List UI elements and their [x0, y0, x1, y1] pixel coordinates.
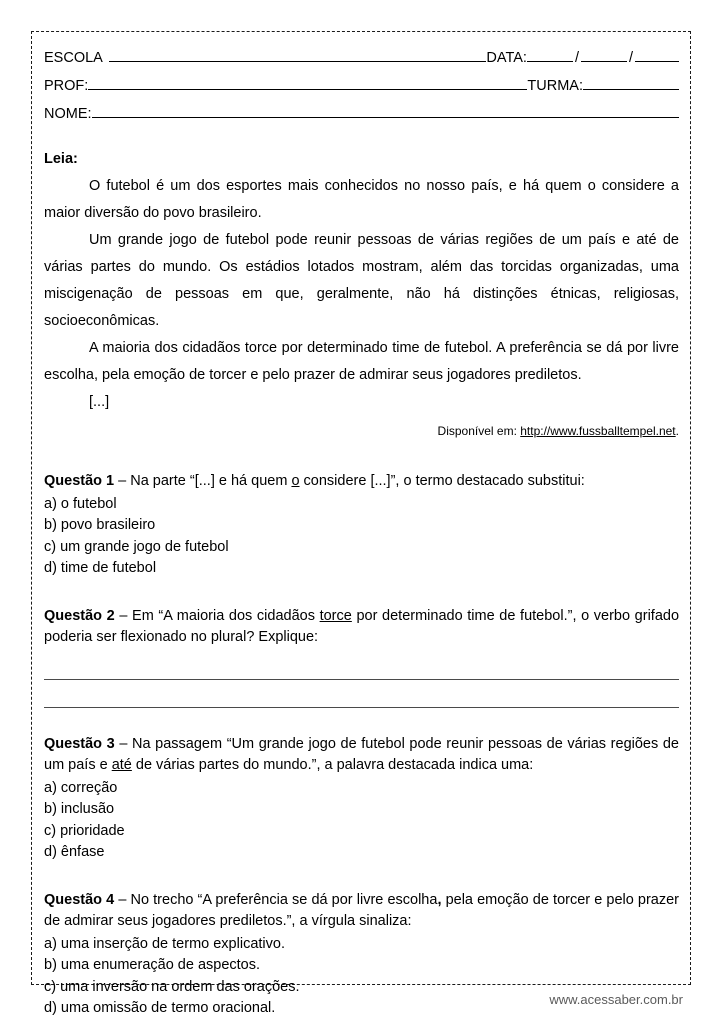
question-1-dash: –: [114, 473, 131, 489]
turma-label: TURMA:: [527, 78, 583, 94]
question-3-alternative-c[interactable]: c) prioridade: [44, 822, 125, 839]
school-date-row: [44, 44, 679, 72]
footer-website: www.acessaber.com.br: [549, 992, 683, 1007]
question-4-alternative-a[interactable]: a) uma inserção de termo explicativo.: [44, 935, 285, 952]
question-3-block: [44, 734, 679, 864]
question-1-alternative-b[interactable]: b) povo brasileiro: [44, 517, 156, 533]
question-4-bold-comma: ,: [437, 891, 442, 908]
prof-label: PROF:: [44, 78, 89, 94]
question-3-label: Questão 3: [44, 735, 115, 752]
question-4-label: Questão 4: [44, 891, 115, 908]
question-4-dash: –: [114, 891, 131, 908]
date-separator-1: /: [574, 50, 579, 66]
question-1-alternative-d[interactable]: d) time de futebol: [44, 560, 157, 576]
source-attribution: [44, 418, 679, 445]
data-year-line[interactable]: [635, 49, 679, 62]
reading-ellipsis: [...]: [89, 394, 110, 410]
question-4-alternative-b[interactable]: b) uma enumeração de aspectos.: [44, 957, 261, 973]
source-url[interactable]: http://www.fussballtempel.net: [520, 424, 676, 438]
question-3-alternative-d[interactable]: d) ênfase: [44, 844, 105, 860]
question-3-text-before: Na passagem “Um grande jogo de futebol pode reunir pessoas de várias regiões de um país e: [44, 735, 679, 773]
nome-input-line[interactable]: [92, 105, 679, 118]
question-2-underlined-term: torce: [319, 607, 352, 624]
data-label: DATA:: [486, 50, 527, 66]
question-2-dash: –: [114, 607, 133, 624]
question-3-underlined-term: até: [111, 757, 132, 773]
data-month-line[interactable]: [581, 49, 627, 62]
reading-heading: Leia:: [44, 151, 78, 167]
question-1-underlined-term: o: [291, 473, 300, 489]
question-1-text-before: Na parte “[...] e há quem: [130, 473, 292, 489]
question-2-text-after: por determinado time de futebol.”, o verbo grifado poderia ser flexionado no plural? Explique:: [44, 607, 680, 645]
student-name-row: [44, 100, 679, 128]
question-4-text-after: pela emoção de torcer e pelo prazer de admirar seus jogadores prediletos.”, a vírgula sinaliza:: [44, 891, 680, 929]
nome-label: NOME:: [44, 106, 92, 122]
date-separator-2: /: [628, 50, 633, 66]
question-1-alternative-c[interactable]: c) um grande jogo de futebol: [44, 538, 229, 555]
question-2-statement: [44, 606, 679, 649]
turma-input-line[interactable]: [583, 77, 679, 90]
question-2-text-before: Em “A maioria dos cidadãos: [132, 607, 320, 624]
answer-line[interactable]: [44, 686, 679, 708]
question-1-statement: [44, 471, 679, 493]
question-2-label: Questão 2: [44, 607, 115, 624]
question-3-alternative-a[interactable]: a) correção: [44, 779, 118, 796]
question-3-statement: [44, 734, 679, 777]
question-4-statement: [44, 890, 679, 933]
question-3-alternatives: [44, 778, 679, 864]
question-1-block: [44, 471, 679, 580]
question-1-alternative-a[interactable]: a) o futebol: [44, 495, 117, 512]
question-1-alternatives: [44, 494, 679, 580]
escola-label: ESCOLA: [44, 50, 103, 66]
escola-input-line[interactable]: [109, 49, 487, 62]
question-4-alternative-d[interactable]: d) uma omissão de termo oracional.: [44, 1000, 276, 1016]
answer-line[interactable]: [44, 658, 679, 680]
question-3-alternative-b[interactable]: b) inclusão: [44, 801, 115, 817]
question-2-answer-area: [44, 658, 679, 708]
question-1-label: Questão 1: [44, 473, 115, 489]
source-prefix: Disponível em:: [437, 424, 521, 438]
question-4-alternative-c[interactable]: c) uma inversão na ordem das orações.: [44, 978, 300, 995]
reading-paragraph-3: A maioria dos cidadãos torce por determinado time de futebol. A preferência se dá por livre escolha, pela emoção de torcer e pelo prazer de admirar seus jogadores prediletos.: [44, 340, 679, 383]
question-4-text-before: No trecho “A preferência se dá por livre escolha: [130, 891, 438, 908]
reading-paragraph-1: O futebol é um dos esportes mais conhecidos no nosso país, e há quem o considere a maior diversão do povo brasileiro.: [44, 178, 679, 221]
reading-paragraph-2: Um grande jogo de futebol pode reunir pessoas de várias regiões de um país e até de várias partes do mundo. Os estádios lotados mostram, além das torcidas organizadas, uma miscigenação de pessoas em que, geralmente, não há distinções étnicas, religiosas, socioeconômicas.: [44, 232, 679, 329]
question-2-block: [44, 606, 679, 708]
question-3-text-after: de várias partes do mundo.”, a palavra destacada indica uma:: [131, 757, 534, 773]
source-suffix: .: [675, 424, 679, 438]
data-day-line[interactable]: [527, 49, 573, 62]
prof-input-line[interactable]: [88, 77, 527, 90]
identification-block: [44, 44, 679, 128]
question-3-dash: –: [114, 735, 133, 752]
teacher-class-row: [44, 72, 679, 100]
question-1-text-after: considere [...]”, o termo destacado substitui:: [299, 473, 585, 489]
